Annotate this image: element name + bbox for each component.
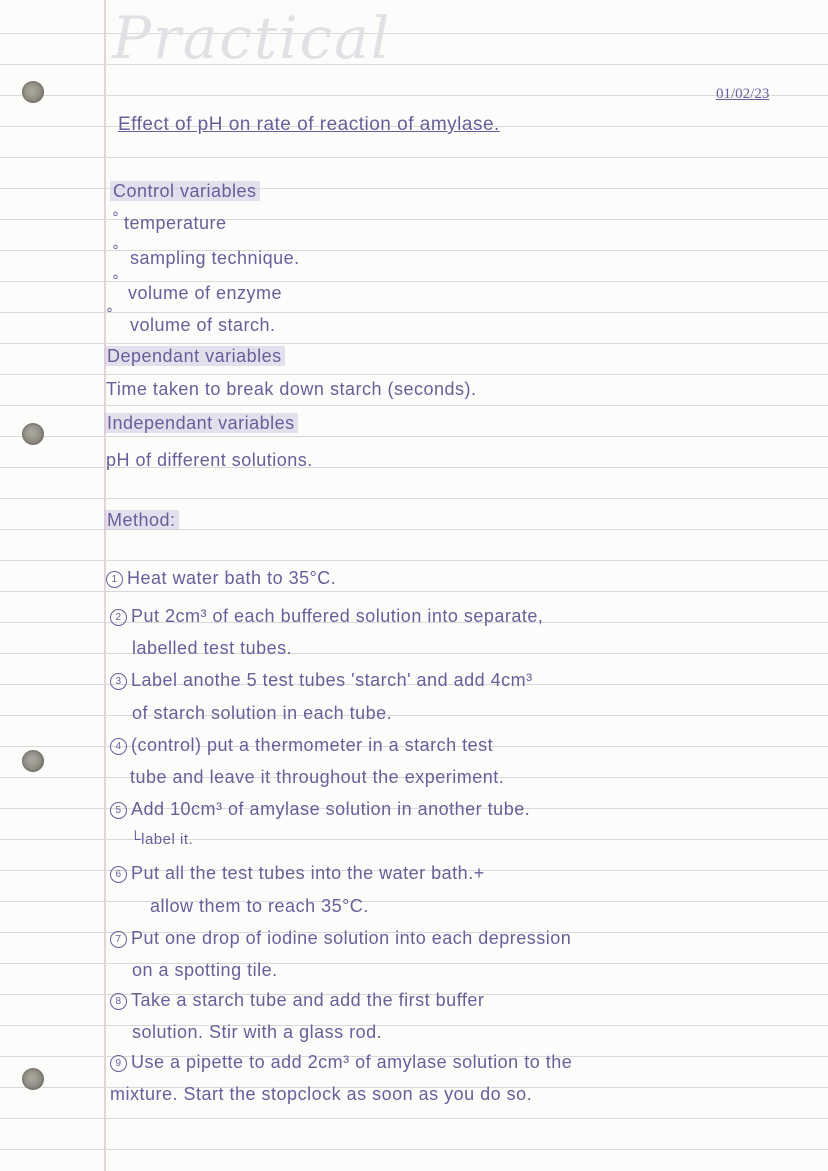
bullet-icon: ° <box>106 306 113 322</box>
control-item: sampling technique. <box>130 248 300 268</box>
method-step-cont: on a spotting tile. <box>132 960 278 980</box>
control-item: temperature <box>124 213 227 233</box>
punch-hole <box>22 423 44 445</box>
method-step: 2 Put 2cm³ of each buffered solution into separate, <box>110 606 543 627</box>
method-step: 7 Put one drop of iodine solution into each depression <box>110 928 571 949</box>
bullet-icon: ° <box>112 243 119 259</box>
punch-hole <box>22 1068 44 1090</box>
step-number: 3 <box>110 673 127 690</box>
method-step-cont: of starch solution in each tube. <box>132 703 393 723</box>
independant-text: pH of different solutions. <box>106 450 313 470</box>
step-number: 1 <box>106 571 123 588</box>
page-title: Practical <box>112 4 392 72</box>
bullet-icon: ° <box>112 273 119 289</box>
method-step: 5 Add 10cm³ of amylase solution in another tube. <box>110 799 530 820</box>
step-number: 2 <box>110 609 127 626</box>
independant-heading: Independant variables <box>104 413 298 434</box>
punch-hole <box>22 81 44 103</box>
method-step: 6 Put all the test tubes into the water bath.+ <box>110 863 485 884</box>
step-number: 4 <box>110 738 127 755</box>
punch-hole <box>22 750 44 772</box>
method-step: 1 Heat water bath to 35°C. <box>106 568 336 589</box>
step-number: 9 <box>110 1055 127 1072</box>
control-item: volume of starch. <box>130 315 276 335</box>
date: 01/02/23 <box>716 86 770 102</box>
method-step-cont: solution. Stir with a glass rod. <box>132 1022 383 1042</box>
method-step-cont: tube and leave it throughout the experiment. <box>130 767 505 787</box>
bullet-icon: ° <box>112 210 119 226</box>
step-number: 6 <box>110 866 127 883</box>
step-number: 7 <box>110 931 127 948</box>
control-heading: Control variables <box>110 181 260 202</box>
method-step: 9 Use a pipette to add 2cm³ of amylase solution to the <box>110 1052 572 1073</box>
dependant-text: Time taken to break down starch (seconds). <box>106 379 477 399</box>
method-step: 3 Label anothe 5 test tubes 'starch' and add 4cm³ <box>110 670 533 691</box>
dependant-heading: Dependant variables <box>104 346 285 367</box>
method-step: 4 (control) put a thermometer in a starch test <box>110 735 493 756</box>
step-number: 5 <box>110 802 127 819</box>
method-step-cont: └label it. <box>130 831 194 848</box>
method-step: 8 Take a starch tube and add the first buffer <box>110 990 484 1011</box>
step-number: 8 <box>110 993 127 1010</box>
subtitle: Effect of pH on rate of reaction of amylase. <box>118 114 500 135</box>
method-step-cont: mixture. Start the stopclock as soon as you do so. <box>110 1084 533 1104</box>
method-step-cont: allow them to reach 35°C. <box>150 896 369 916</box>
method-heading: Method: <box>104 510 179 531</box>
method-step-cont: labelled test tubes. <box>132 638 293 658</box>
control-item: volume of enzyme <box>128 283 283 303</box>
